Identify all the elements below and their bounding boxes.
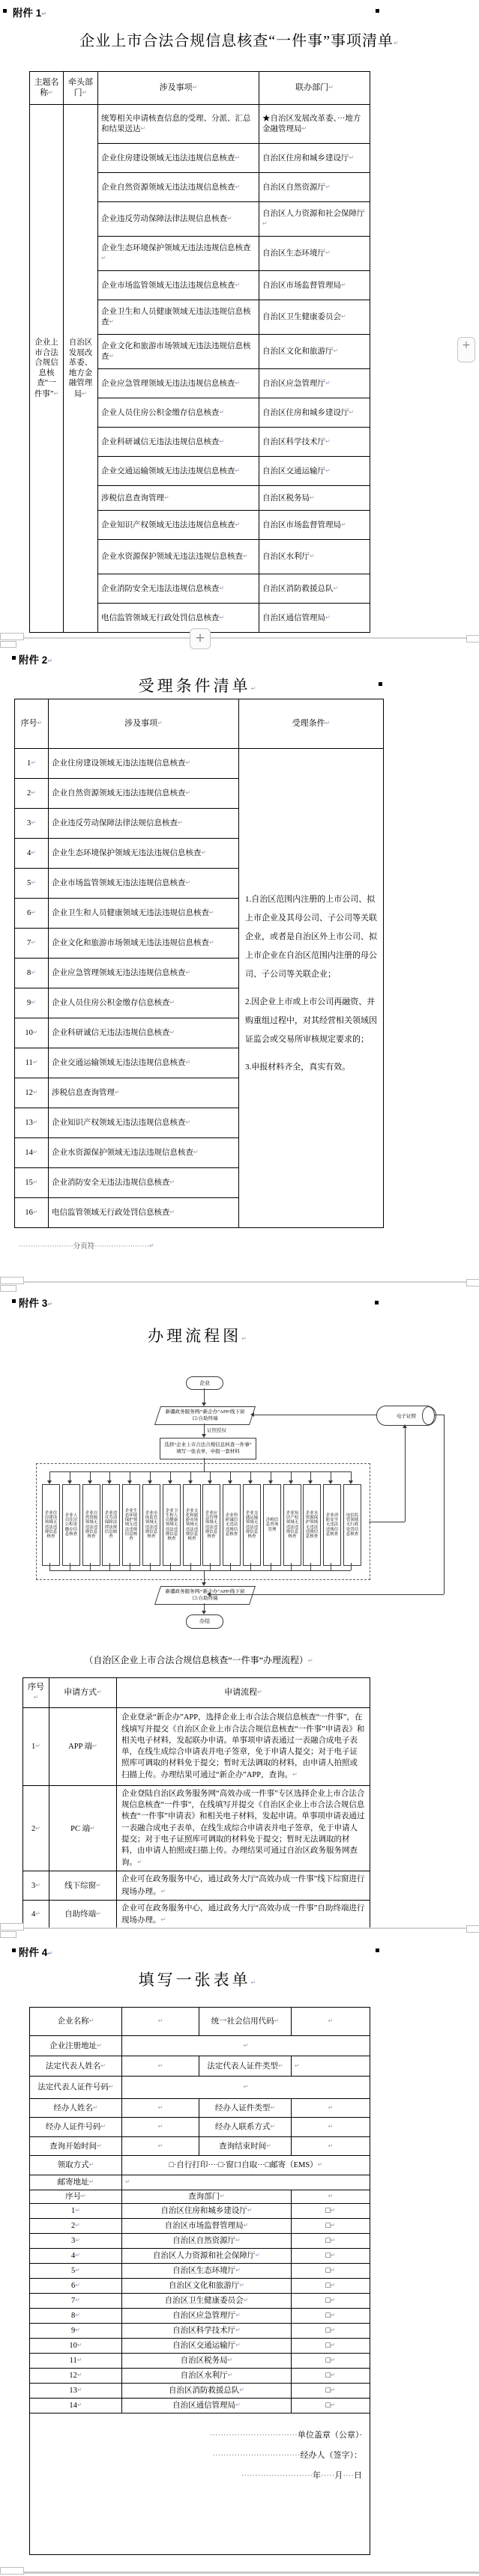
flow-item-node: 企业卫生和人员健康领域无违法违规信息核查 — [163, 1484, 181, 1566]
no-cell: 1↵ — [15, 749, 49, 779]
col-no: 序号↵ — [23, 1678, 49, 1708]
matter-cell: 企业水资源保护领域无违法违规信息核查↵ — [49, 1138, 239, 1168]
table-header-row — [30, 72, 370, 105]
page-edge-mark — [0, 1277, 24, 1284]
joint-cell: 自治区卫生健康委员会↵ — [259, 300, 370, 335]
flow-portal2-node: 新疆政务服务网/“新企办”APP/线下窗口/自助终端 — [154, 1586, 256, 1605]
matter-cell: 电信监管领域无行政处罚信息核查↵ — [49, 1198, 239, 1228]
page-edge-mark — [466, 635, 479, 643]
table-row — [23, 1871, 370, 1900]
query-start-label: 查询开始时间↵ — [30, 2137, 122, 2156]
joint-cell: 自治区通信管理局↵ — [259, 604, 370, 633]
agent-contact-value[interactable]: ↵ — [292, 2118, 370, 2137]
dept-no: 7↵ — [30, 2293, 122, 2308]
matter-cell: 企业生态环境保护领域无违法违规信息核查↵ — [98, 237, 259, 271]
table-row — [30, 105, 370, 144]
dept-no: 5↵ — [30, 2263, 122, 2278]
dept-no: 13↵ — [30, 2383, 122, 2398]
joint-cell: 自治区市场监督管理局↵ — [259, 511, 370, 540]
joint-cell: ★自治区发展改革委、···地方金融管理局↵ — [259, 105, 370, 144]
no-cell: 2↵ — [15, 779, 49, 809]
dept-row — [30, 2308, 370, 2323]
flow-item-node: 企业知识产权领域无违法违规信息核查 — [283, 1484, 301, 1566]
dept-name: 自治区住房和城乡建设厅↵ — [122, 2203, 292, 2218]
dept-row — [30, 2278, 370, 2293]
dept-no: 11↵ — [30, 2353, 122, 2368]
stamp-line: ································单位盖章（公章）· — [209, 2430, 362, 2440]
table-row — [23, 1900, 370, 1928]
condition-item: 1.自治区范围内注册的上市公司、拟上市企业及其母公司、子公司等关联企业，或者是自治区外上市公司、拟上市企业在自治区范围内注册的母公司、子公司等关联企业； — [245, 895, 377, 979]
matter-cell: 企业应急管理领域无违法违规信息核查↵ — [49, 959, 239, 988]
flow-item-node: 企业水资源保护领域无违法违规信息核查 — [303, 1484, 321, 1566]
form-row — [30, 2099, 370, 2118]
matter-cell: 企业应急管理领域无违法违规信息核查↵ — [98, 369, 259, 398]
dept-name: 自治区税务局↵ — [122, 2353, 292, 2368]
flow-connector — [190, 1563, 191, 1570]
matter-cell: 企业水资源保护领域无违法违规信息核查↵ — [98, 540, 259, 574]
query-end-value[interactable]: ↵ — [292, 2137, 370, 2156]
page-edge-mark — [466, 1279, 479, 1287]
matter-cell: 企业违反劳动保障法律法规信息核查↵ — [98, 202, 259, 237]
dept-checkbox[interactable]: □↵ — [292, 2293, 370, 2308]
flow-select-node: 选择“企业上市合法合规信息核查一件事” 填写一张表单，申报一套材料 — [160, 1438, 256, 1459]
table-header-row — [23, 1678, 370, 1708]
joint-cell: 自治区科学技术厅↵ — [259, 428, 370, 457]
dept-no: 2↵ — [30, 2218, 122, 2233]
page-edge-mark — [0, 641, 16, 648]
matter-cell: 企业人员住房公积金缴存信息核查↵ — [98, 398, 259, 428]
joint-cell: 自治区住房和城乡建设厅↵ — [259, 398, 370, 428]
dept-name: 自治区自然资源厅↵ — [122, 2233, 292, 2248]
dept-row — [30, 2383, 370, 2398]
table-row — [15, 749, 384, 779]
arrow-left-icon — [250, 1412, 254, 1417]
flow-connector — [291, 1563, 292, 1570]
flow-portal-node: 新疆政务服务网/“新企办”APP/线下窗口/自助终端 — [154, 1406, 256, 1425]
reg-address-value[interactable]: ↵ — [122, 2036, 370, 2056]
query-end-label: 查询结束时间↵ — [199, 2137, 292, 2156]
dept-row — [30, 2218, 370, 2233]
dept-row — [30, 2323, 370, 2338]
flow-item-node: 企业文化和旅游市场领域无违法违规信息核查 — [183, 1484, 201, 1566]
flow-item-node: 电信监管领域无行政处罚信息核查 — [343, 1484, 361, 1566]
mail-address-label: 邮寄地址↵ — [30, 2175, 122, 2190]
dept-no: 6↵ — [30, 2278, 122, 2293]
joint-cell: 自治区水利厅↵ — [259, 540, 370, 574]
way-cell: APP 端↵ — [49, 1708, 117, 1786]
anchor-square-icon — [3, 9, 7, 13]
flow-merge-line — [49, 1570, 351, 1571]
flow-item-node: 企业生态环境保护领域无违法违规信息核查 — [122, 1484, 140, 1566]
flow-cell: 企业可在政务服务中心，通过政务大厅“高效办成一件事”线下综窗进行现场办理。↵ — [117, 1871, 370, 1900]
col-flow: 申请流程↵ — [117, 1678, 370, 1708]
agent-id-type-value[interactable]: ↵ — [292, 2099, 370, 2118]
dept-no: 8↵ — [30, 2308, 122, 2323]
no-cell: 5↵ — [15, 869, 49, 899]
no-cell: 12↵ — [15, 1078, 49, 1108]
credit-code-value[interactable]: ↵ — [292, 2008, 370, 2036]
matter-cell: 企业市场监管领域无违法违规信息核查↵ — [49, 869, 239, 899]
joint-cell: 自治区人力资源和社会保障厅↵ — [259, 202, 370, 237]
matter-cell: 企业消防安全无违法违规信息核查↵ — [98, 574, 259, 604]
flow-fanout-line — [49, 1471, 351, 1472]
matter-cell: 企业交通运输领域无违法违规信息核查↵ — [49, 1048, 239, 1078]
form-row — [30, 2175, 370, 2190]
page-edge-mark — [0, 2567, 24, 2575]
flow-connector — [405, 1428, 406, 1522]
col-matter: 涉及事项↵ — [49, 699, 239, 749]
col-joint: 联办部门↵ — [259, 72, 370, 105]
dept-name: 自治区应急管理厅↵ — [122, 2308, 292, 2323]
dept-checkbox[interactable]: □↵ — [292, 2278, 370, 2293]
flow-connector — [204, 1388, 205, 1403]
anchor-square-icon — [376, 1948, 379, 1952]
agent-contact-label: 经办人联系方式↵ — [199, 2118, 292, 2137]
condition-item: 2.因企业上市或上市公司再融资、并购重组过程中，对其经营相关领域因证监会或交易所审核规定要求的； — [245, 997, 377, 1044]
flow-connector — [211, 1594, 444, 1595]
page-edge-mark — [466, 1925, 479, 1933]
dept-checkbox[interactable]: □↵ — [292, 2398, 370, 2413]
attachment3-label: 附件 3↵ — [19, 1298, 52, 1309]
matter-cell: 电信监管领域无行政处罚信息核查↵ — [98, 604, 259, 633]
no-cell: 10↵ — [15, 1018, 49, 1048]
dept-no: 1↵ — [30, 2203, 122, 2218]
no-cell: 4↵ — [15, 839, 49, 869]
dept-checkbox[interactable]: □↵ — [292, 2233, 370, 2248]
flow-cell: 企业登陆自治区政务服务网“高效办成一件事”专区选择企业上市合法合规信息核查“一件事”，在线填写并提交《自治区企业上市合法合规信息核查“一件事”申请表》和相关电子材料，发起申请。单事项申请表通过一表融合成电子表单，在线生成综合申请表并电子签章，免于申请人提交；对于电子证照库可调取的材料免于提交；暂时无法调取的材料，由申请人拍照或扫描上传。办理结果可通过自治区政务服务网查询。↵ — [117, 1786, 370, 1871]
joint-cell: 自治区文化和旅游厅↵ — [259, 335, 370, 369]
matter-cell: 企业文化和旅游市场领域无违法违规信息核查↵ — [98, 335, 259, 369]
dept-name: 自治区消防救援总队↵ — [122, 2383, 292, 2398]
receive-method-options[interactable]: □·自行打印····□·窗口自取···□邮寄（EMS）↵ — [122, 2156, 370, 2175]
flow-connector — [90, 1563, 91, 1570]
dept-no: 3↵ — [30, 2233, 122, 2248]
dept-no: 14↵ — [30, 2398, 122, 2413]
company-name-label: 企业名称↵ — [30, 2008, 122, 2036]
dept-checkbox[interactable]: □↵ — [292, 2338, 370, 2353]
flow-item-node: 企业交通运输领域无违法违规信息核查 — [243, 1484, 261, 1566]
dept-checkbox[interactable]: □↵ — [292, 2248, 370, 2263]
flow-item-node: 企业科研诚信无违法违规信息核查 — [223, 1484, 241, 1566]
form-row — [30, 2077, 370, 2099]
flow-datastore-node: 电子证照 — [376, 1406, 436, 1426]
dept-checkbox[interactable]: □↵ — [292, 2368, 370, 2383]
dept-no: 10↵ — [30, 2338, 122, 2353]
matter-cell: 企业文化和旅游市场领域无违法违规信息核查↵ — [49, 929, 239, 959]
legal-name-label: 法定代表人姓名↵ — [30, 2056, 122, 2077]
attachment4-label: 附件 4↵ — [19, 1947, 52, 1958]
attachment1-label: 附件 1↵ — [13, 7, 46, 19]
table-row — [23, 1708, 370, 1786]
dept-name: 自治区人力资源和社会保障厅↵ — [122, 2248, 292, 2263]
col-theme: 主题名称↵ — [30, 72, 64, 105]
dept-checkbox[interactable]: □↵ — [292, 2263, 370, 2278]
attachment2-title: 受理条件清单↵ — [138, 677, 259, 695]
agent-id-type-label: 经办人证件类型↵ — [199, 2099, 292, 2118]
lead-cell: 自治区发展改革委、地方金融管理局↵ — [64, 105, 98, 633]
agent-id-no-label: 经办人证件号码↵ — [30, 2118, 122, 2137]
flow-item-node: 企业住房建设领域无违法违规信息核查 — [42, 1484, 60, 1566]
legal-id-type-label: 法定代表人证件类型↵ — [199, 2056, 292, 2077]
joint-cell: 自治区应急管理厅↵ — [259, 369, 370, 398]
conditions-table — [14, 699, 384, 1228]
attachment4-title: 填写一张表单↵ — [138, 1971, 259, 1989]
matter-cell: 企业违反劳动保障法律法规信息核查↵ — [49, 809, 239, 839]
receive-method-label: 领取方式↵ — [30, 2156, 122, 2175]
flow-item-node: 企业应急管理领域无违法违规信息核查 — [202, 1484, 220, 1566]
flow-cell: 企业可在政务服务中心，通过政务大厅“高效办成一件事”自助终端进行现场办理。↵ — [117, 1900, 370, 1928]
way-cell: 自助终端↵ — [49, 1900, 117, 1928]
attachment2-label: 附件 2↵ — [19, 654, 52, 666]
joint-cell: 自治区住房和城乡建设厅↵ — [259, 144, 370, 173]
no-cell: 11↵ — [15, 1048, 49, 1078]
col-lead: 牵头部门↵ — [64, 72, 98, 105]
no-cell: 4↵ — [23, 1900, 49, 1928]
anchor-square-icon — [375, 1301, 379, 1304]
no-cell: 3↵ — [23, 1871, 49, 1900]
page-edge-mark — [0, 1923, 24, 1931]
credit-code-label: 统一社会信用代码↵ — [199, 2008, 292, 2036]
dept-name: 自治区水利厅↵ — [122, 2368, 292, 2383]
matter-cell: 企业交通运输领域无违法违规信息核查↵ — [98, 457, 259, 486]
matter-cell: 企业自然资源领域无违法违规信息核查↵ — [49, 779, 239, 809]
page-edge-mark — [0, 1931, 16, 1938]
joint-cell: 自治区自然资源厅↵ — [259, 173, 370, 202]
attachment3-title: 办理流程图↵ — [148, 1327, 250, 1345]
form-row — [30, 2137, 370, 2156]
application-table — [22, 1677, 370, 1929]
matter-cell: 企业市场监管领域无违法违规信息核查↵ — [98, 271, 259, 300]
flow-item-node: 企业违反劳动保障法律法规信息核查 — [102, 1484, 120, 1566]
no-cell: 6↵ — [15, 899, 49, 929]
dept-name: 自治区交通运输厅↵ — [122, 2338, 292, 2353]
joint-cell: 自治区税务局↵ — [259, 486, 370, 511]
dept-row — [30, 2293, 370, 2308]
anchor-square-icon — [12, 1299, 16, 1303]
signature-block — [30, 2413, 370, 2554]
dept-row — [30, 2368, 370, 2383]
no-cell: 15↵ — [15, 1168, 49, 1198]
way-cell: 线下综窗↵ — [49, 1871, 117, 1900]
page-divider — [0, 2572, 479, 2574]
flow-connector — [310, 1563, 311, 1570]
insert-plus-button[interactable]: + — [190, 628, 211, 649]
page-divider — [0, 1928, 479, 1929]
form-footer-row — [30, 2413, 370, 2554]
page-edge-mark — [0, 633, 24, 640]
matter-cell: 企业卫生和人员健康领域无违法违规信息核查↵ — [49, 899, 239, 929]
matter-cell: 企业住房建设领域无违法违规信息核查↵ — [98, 144, 259, 173]
matter-cell: 企业科研诚信无违法违规信息核查↵ — [98, 428, 259, 457]
dept-row — [30, 2353, 370, 2368]
matter-cell: 统筹相关申请核查信息的受理、分派、汇总和结果送达↵ — [98, 105, 259, 144]
agent-name-value[interactable]: ↵ — [122, 2099, 199, 2118]
matter-cell: 企业知识产权领域无违法违规信息核查↵ — [49, 1108, 239, 1138]
no-cell: 3↵ — [15, 809, 49, 839]
flow-connector — [109, 1563, 110, 1570]
matter-cell: 企业卫生和人员健康领域无违法违规信息核查↵ — [98, 300, 259, 335]
legal-id-type-value[interactable]: ↵ — [292, 2056, 370, 2077]
query-start-value[interactable]: ↵ — [122, 2137, 199, 2156]
reg-address-label: 企业注册地址↵ — [30, 2036, 122, 2056]
form-row — [30, 2118, 370, 2137]
mail-address-value[interactable]: ↵ — [122, 2175, 370, 2190]
dept-checkbox[interactable]: □↵ — [292, 2308, 370, 2323]
no-cell: 16↵ — [15, 1198, 49, 1228]
form-table — [29, 2007, 370, 2555]
dept-row — [30, 2248, 370, 2263]
flow-cell: 企业登录“新企办”APP，选择企业上市合法合规信息核查“一件事”，在线填写并提交《自治区企业上市合法合规信息核查“一件事”申请表》和相关电子材料，发起联办申请。单事项申请表通过一表融合成电子表单，在线生成综合申请表并电子签章，免于申请人提交；对于电子证照库可调取的材料免于提交；暂时无法调取的材料，由申请人拍照或扫描上传。办理结果可通过“新企办”APP，查询。↵ — [117, 1708, 370, 1786]
dept-no: 4↵ — [30, 2248, 122, 2263]
dept-checkbox[interactable]: □↵ — [292, 2353, 370, 2368]
dept-checkbox[interactable]: □↵ — [292, 2203, 370, 2218]
matter-cell: 企业住房建设领域无违法违规信息核查↵ — [49, 749, 239, 779]
dept-name: 自治区市场监督管理局↵ — [122, 2218, 292, 2233]
agent-id-no-value[interactable]: ↵ — [122, 2118, 199, 2137]
table-quick-tool-button[interactable]: + — [457, 337, 475, 362]
no-cell: 7↵ — [15, 929, 49, 959]
joint-cell: 自治区市场监督管理局↵ — [259, 271, 370, 300]
matter-cell: 企业人员住房公积金缴存信息核查↵ — [49, 988, 239, 1018]
page-divider — [0, 637, 479, 639]
no-cell: 14↵ — [15, 1138, 49, 1168]
flow-item-node: 企业消防安全无违法违规信息核查 — [323, 1484, 341, 1566]
col-way: 申请方式↵ — [49, 1678, 117, 1708]
conditions-cell — [239, 749, 384, 1228]
dept-row — [30, 2203, 370, 2218]
no-cell: 9↵ — [15, 988, 49, 1018]
company-name-value[interactable]: ↵ — [122, 2008, 199, 2036]
table-header-row — [15, 699, 384, 749]
dept-name: 自治区生态环境厅↵ — [122, 2263, 292, 2278]
dept-checkbox[interactable]: □↵ — [292, 2323, 370, 2338]
legal-id-no-value[interactable]: ↵ — [122, 2077, 370, 2099]
flow-connector — [230, 1563, 231, 1570]
flow-connector — [210, 1563, 211, 1570]
flow-connector — [204, 1424, 205, 1435]
form-row — [30, 2190, 370, 2204]
form-row — [30, 2008, 370, 2036]
dept-row — [30, 2263, 370, 2278]
flow-caption: （自治区企业上市合法合规信息核查“一件事”办理流程）↵ — [84, 1655, 313, 1665]
no-cell: 1↵ — [23, 1708, 49, 1786]
form-row — [30, 2036, 370, 2056]
agent-name-label: 经办人姓名↵ — [30, 2099, 122, 2118]
flow-item-node: 企业市场监管领域无违法违规信息核查 — [142, 1484, 160, 1566]
page-divider — [0, 1281, 479, 1283]
flow-connector — [204, 1570, 205, 1583]
condition-item: 3.申报材料齐全，真实有效。 — [245, 1063, 351, 1072]
dept-row — [30, 2233, 370, 2248]
way-cell: PC 端↵ — [49, 1786, 117, 1871]
flow-start-node: 企业 — [186, 1376, 223, 1390]
col-matter: 涉及事项↵ — [98, 72, 259, 105]
no-cell: 2↵ — [23, 1786, 49, 1871]
form-row — [30, 2056, 370, 2077]
dept-row — [30, 2338, 370, 2353]
flow-end-node: 办结 — [186, 1614, 223, 1629]
dept-no: 12↵ — [30, 2368, 122, 2383]
flow-connector — [49, 1563, 50, 1570]
seq-header: 序号↵ — [30, 2190, 122, 2204]
sign-line: ································经办人（签字）： — [212, 2450, 362, 2460]
col-cond: 受理条件↵ — [239, 699, 384, 749]
anchor-square-icon — [376, 9, 379, 13]
legal-name-value[interactable]: ↵ — [122, 2056, 199, 2077]
joint-cell: 自治区生态环境厅↵ — [259, 237, 370, 271]
flow-connector — [250, 1563, 251, 1570]
matter-cell: 涉税信息查询管理↵ — [98, 486, 259, 511]
dept-name: 自治区卫生健康委员会↵ — [122, 2293, 292, 2308]
date-line: ··························年·····月····日 — [241, 2470, 362, 2480]
matter-cell: 企业生态环境保护领域无违法违规信息核查↵ — [49, 839, 239, 869]
arrow-up-icon — [403, 1424, 407, 1428]
form-row — [30, 2156, 370, 2175]
dept-no: 9↵ — [30, 2323, 122, 2338]
matter-cell: 企业科研诚信无违法违规信息核查↵ — [49, 1018, 239, 1048]
flow-item-node: 企业自然资源领域无违法违规信息核查 — [82, 1484, 100, 1566]
dept-name: 自治区文化和旅游厅↵ — [122, 2278, 292, 2293]
col-no: 序号↵ — [15, 699, 49, 749]
flow-item-node: 涉税信息查询管理 — [263, 1484, 281, 1566]
legal-id-no-label: 法定代表人证件号码↵ — [30, 2077, 122, 2099]
flow-connector — [150, 1563, 151, 1570]
no-cell: 8↵ — [15, 959, 49, 988]
flow-edge-label: 证照授权 — [207, 1428, 226, 1433]
matter-cell: 企业知识产权领域无违法违规信息核查↵ — [98, 511, 259, 540]
theme-cell: 企业上市合法合规信息核查“一件事”↵ — [30, 105, 64, 633]
dept-checkbox[interactable]: □↵ — [292, 2218, 370, 2233]
joint-cell: 自治区消防救援总队↵ — [259, 574, 370, 604]
dept-row — [30, 2398, 370, 2413]
matter-cell: 企业消防安全无违法违规信息核查↵ — [49, 1168, 239, 1198]
anchor-square-icon — [12, 656, 16, 660]
arrow-left-icon — [207, 1592, 211, 1597]
matter-cell: 涉税信息查询管理↵ — [49, 1078, 239, 1108]
no-cell: 13↵ — [15, 1108, 49, 1138]
dept-header: 查询部门↵ — [122, 2190, 292, 2204]
table-row — [23, 1786, 370, 1871]
joint-cell: 自治区交通运输厅↵ — [259, 457, 370, 486]
attachment1-title: 企业上市合法合规信息核查“一件事”事项清单↵ — [79, 33, 400, 49]
dept-name: 自治区通信管理局↵ — [122, 2398, 292, 2413]
page-break-mark: ·······················分页符·······················↵ — [19, 1242, 154, 1251]
flow-item-node: 企业人员住房公积金缴存信息核查 — [62, 1484, 80, 1566]
matters-table — [29, 71, 370, 633]
flow-connector — [170, 1563, 171, 1570]
matter-cell: 企业自然资源领域无违法违规信息核查↵ — [98, 173, 259, 202]
dept-checkbox[interactable]: □↵ — [292, 2383, 370, 2398]
flow-connector — [444, 1415, 445, 1594]
page-edge-mark — [0, 1285, 16, 1292]
dept-name: 自治区科学技术厅↵ — [122, 2323, 292, 2338]
anchor-square-icon — [12, 1948, 16, 1952]
flow-connector — [351, 1563, 352, 1570]
check-header: ↵ — [292, 2190, 370, 2204]
